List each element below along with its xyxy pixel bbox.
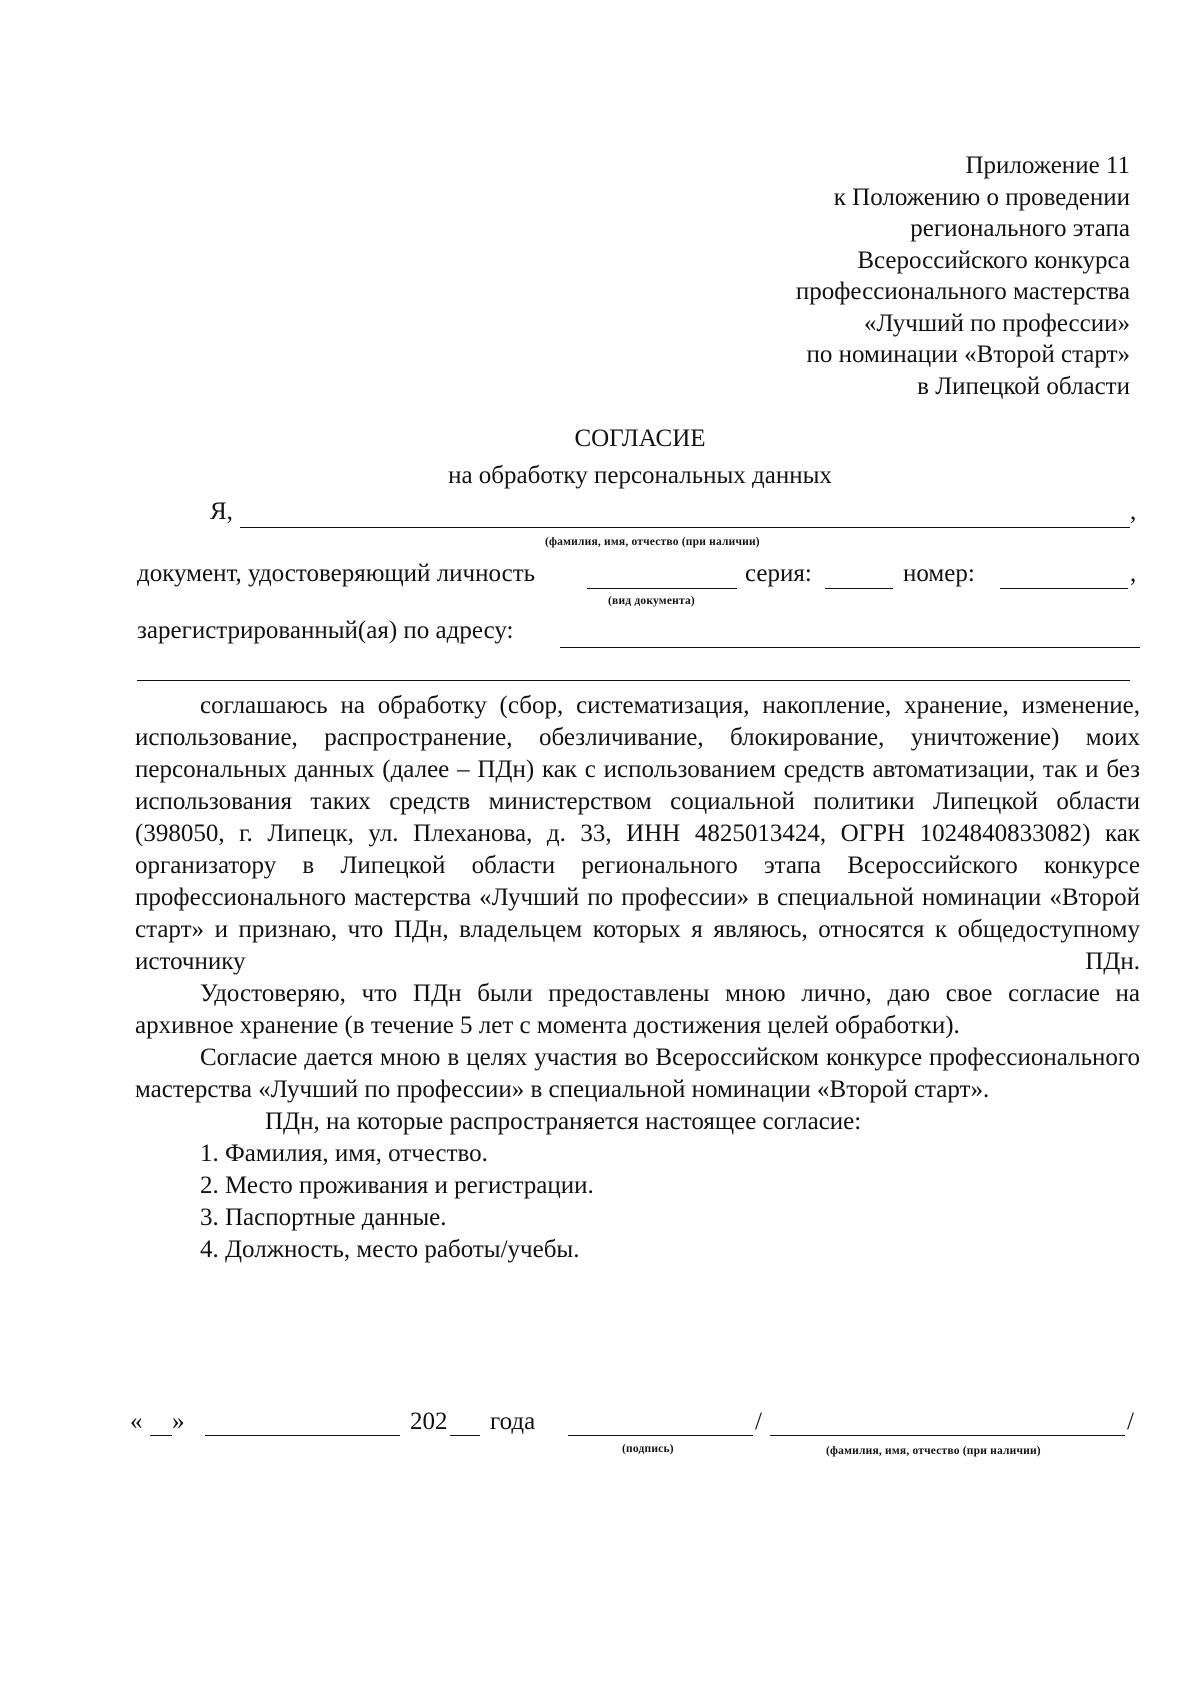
consent-body (135, 690, 1140, 1266)
address-field-line[interactable] (560, 647, 1140, 648)
doc-label: документ, удостоверяющий личность (137, 560, 536, 587)
document-subtitle: на обработку персональных данных (448, 462, 832, 489)
number-label: номер: (903, 560, 975, 587)
number-field-line[interactable] (1000, 588, 1128, 589)
doc-comma: , (1130, 560, 1137, 587)
signature-fio-field-line[interactable] (770, 1435, 1125, 1436)
consent-paragraph: соглашаюсь на обработку (сбор, систематизация, накопление, хранение, изменение, использование, распространение, обезличивание, блокирование, уничтожение) моих персональных данных (далее – ПДн) как с использованием средств автоматизации, так и без использования таких средств министерством социальной политики Липецкой области (398050, г. Липецк, ул. Плеханова, д. 33, ИНН 4825013424, ОГРН 1024840833082) как организатору в Липецкой области регионального этапа Всероссийского конкурсе профессионального мастерства «Лучший по профессии» в специальной номинации «Второй старт» и признаю, что ПДн, владельцем которых я являюсь, относятся к общедоступному источнику ПДн. (135, 692, 1140, 975)
fio-hint: (фамилия, имя, отчество (при наличии) (545, 536, 760, 548)
pdn-list (135, 1138, 1140, 1266)
month-field-line[interactable] (205, 1435, 400, 1436)
year-prefix: 202 (410, 1408, 448, 1435)
appendix-header (530, 150, 1130, 402)
year-word: года (490, 1408, 536, 1435)
header-line: по номинации «Второй старт» (806, 341, 1130, 368)
fio-field-line[interactable] (240, 527, 1130, 528)
header-line: профессионального мастерства (795, 278, 1130, 305)
consent-paragraph: Удостоверяю, что ПДн были предоставлены мною лично, даю свое согласие на архивное хранение (в течение 5 лет с момента достижения целей обработки). (135, 980, 1140, 1039)
series-field-line[interactable] (825, 588, 893, 589)
ya-label: Я, (210, 498, 233, 525)
signature-hint: (подпись) (622, 1443, 674, 1455)
doc-type-hint: (вид документа) (608, 595, 695, 607)
header-line: в Липецкой области (917, 372, 1130, 400)
header-line: Всероссийского конкурса (857, 246, 1130, 274)
address-label: зарегистрированный(ая) по адресу: (137, 617, 514, 644)
address-field-line-2[interactable] (137, 680, 1130, 681)
header-line: «Лучший по профессии» (863, 309, 1130, 337)
day-field-line[interactable] (150, 1435, 172, 1436)
list-item: 1. Фамилия, имя, отчество. (200, 1140, 488, 1167)
header-line: Приложение 11 (965, 152, 1130, 179)
doc-type-field-line[interactable] (587, 588, 737, 589)
signature-fio-hint: (фамилия, имя, отчество (при наличии) (826, 1445, 1041, 1457)
list-intro: ПДн, на которые распространяется настоящее согласие: (265, 1108, 862, 1135)
list-item: 3. Паспортные данные. (200, 1204, 447, 1231)
signature-slash-end: / (1127, 1408, 1134, 1435)
header-line: регионального этапа (910, 215, 1130, 242)
series-label: серия: (745, 560, 812, 587)
list-item: 4. Должность, место работы/учебы. (200, 1236, 580, 1263)
consent-paragraph: Согласие дается мною в целях участия во Всероссийском конкурсе профессионального мастерства «Лучший по профессии» в специальной номинации «Второй старт». (135, 1044, 1140, 1103)
list-item: 2. Место проживания и регистрации. (200, 1172, 594, 1199)
date-quote-close: » (172, 1408, 185, 1435)
signature-slash: / (755, 1408, 762, 1435)
date-quote-open: « (130, 1408, 143, 1435)
document-title: СОГЛАСИЕ (574, 425, 706, 452)
signature-field-line[interactable] (568, 1435, 753, 1436)
ya-comma: , (1130, 498, 1137, 525)
year-field-line[interactable] (450, 1435, 480, 1436)
header-line: к Положению о проведении (833, 183, 1130, 211)
